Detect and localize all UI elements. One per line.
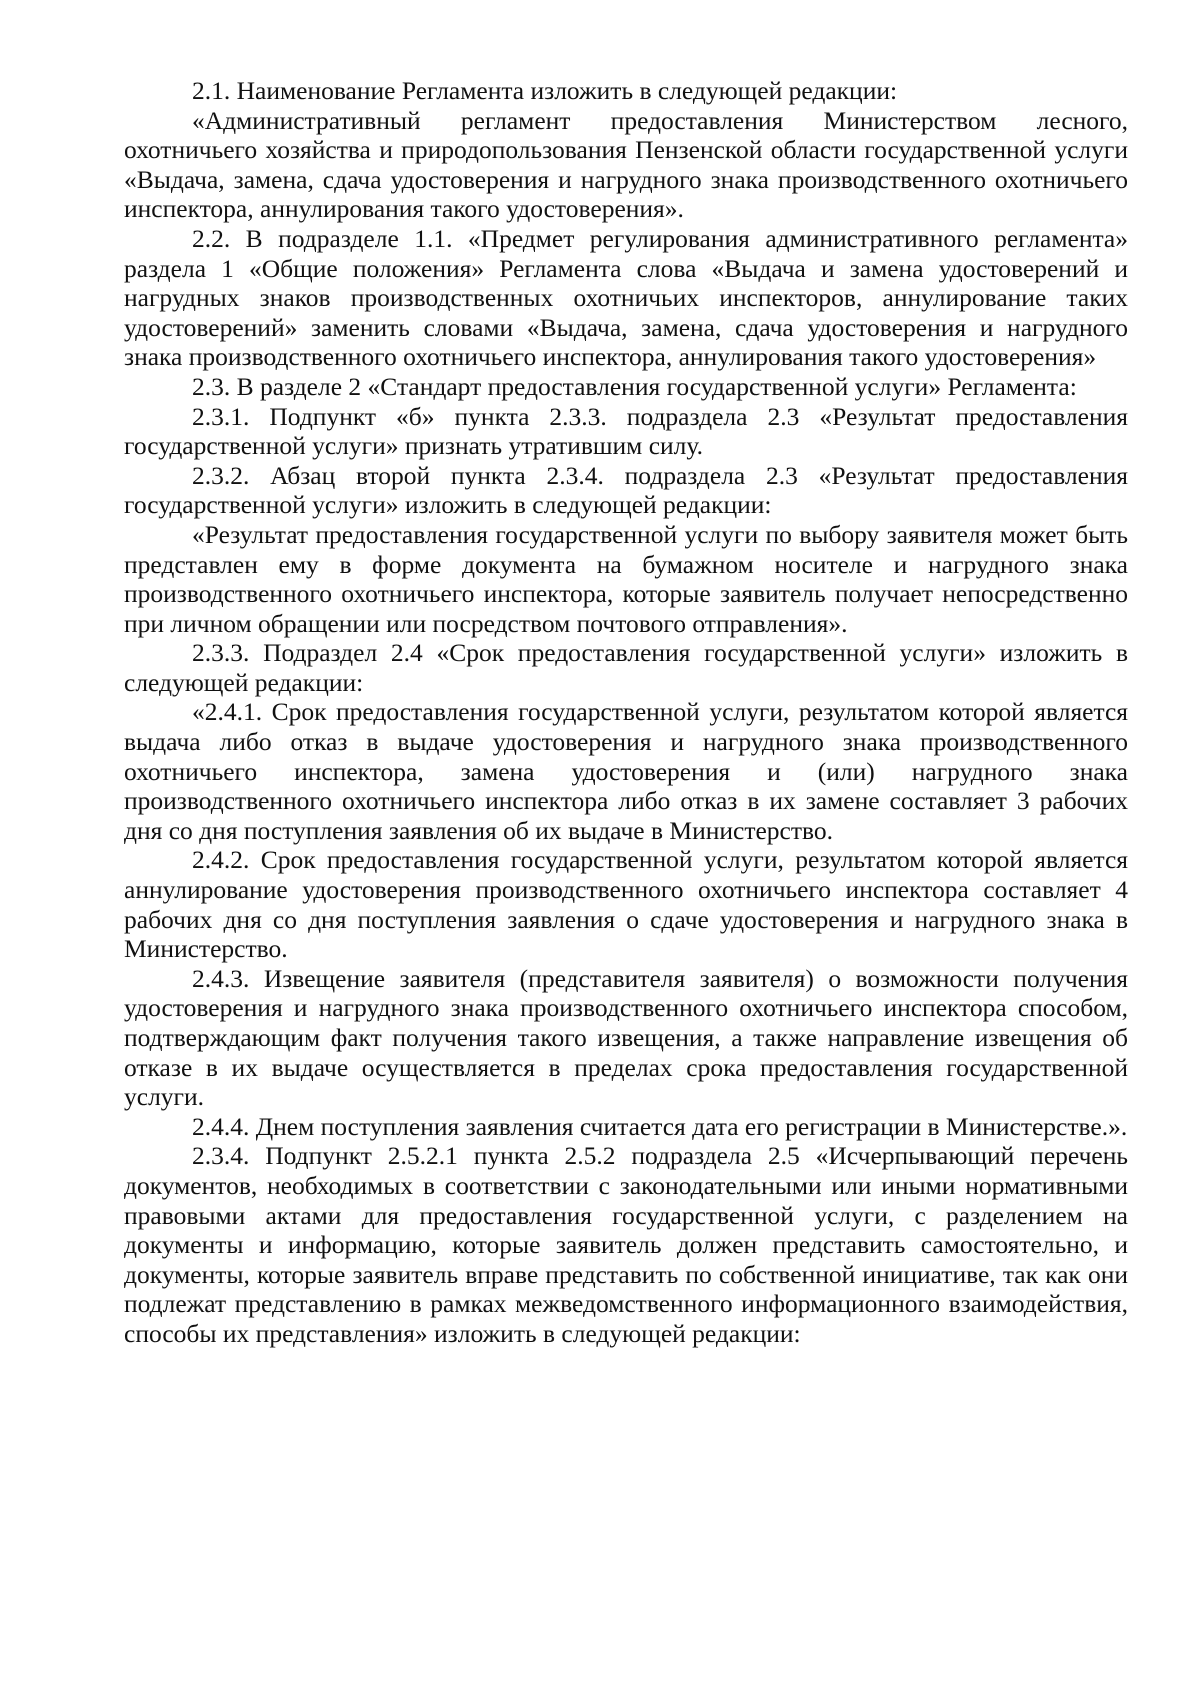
- paragraph-2-3-3: 2.3.3. Подраздел 2.4 «Срок предоставления государственной услуги» изложить в следующей редакции:: [124, 638, 1128, 697]
- paragraph-2-3-1: 2.3.1. Подпункт «б» пункта 2.3.3. подраздела 2.3 «Результат предоставления государственной услуги» признать утратившим силу.: [124, 401, 1128, 461]
- paragraph-2-1: 2.1. Наименование Регламента изложить в следующей редакции:: [192, 76, 898, 105]
- paragraph-result-quote: «Результат предоставления государственной услуги по выбору заявителя может быть представлен ему в форме документа на бумажном носителе и нагрудного знака производственного охотничьего инспектора, которые заявитель получает непосредственно при личном обращении или посредством почтового отправления».: [124, 519, 1128, 638]
- paragraph-2-4-2: 2.4.2. Срок предоставления государственной услуги, результатом которой является аннулирование удостоверения производственного охотничьего инспектора составляет 4 рабочих дня со дня поступления заявления о сдаче удостоверения и нагрудного знака в Министерство.: [124, 845, 1128, 964]
- paragraph-2-3-4: 2.3.4. Подпункт 2.5.2.1 пункта 2.5.2 подраздела 2.5 «Исчерпывающий перечень документов, необходимых в соответствии с законодательными или иными нормативными правовыми актами для предоставления государственной услуги, с разделением на документы и информацию, которые заявитель должен представить самостоятельно, и документы, которые заявитель вправе представить по собственной инициативе, так как они подлежат представлению в рамках межведомственного информационного взаимодействия, способы их представления» изложить в следующей редакции:: [124, 1141, 1128, 1348]
- paragraph-2-4-3: 2.4.3. Извещение заявителя (представителя заявителя) о возможности получения удостоверения и нагрудного знака производственного охотничьего инспектора способом, подтверждающим факт получения такого извещения, а также направление извещения об отказе в их выдаче осуществляется в пределах срока предоставления государственной услуги.: [124, 963, 1128, 1112]
- paragraph-2-3-2: 2.3.2. Абзац второй пункта 2.3.4. подраздела 2.3 «Результат предоставления государственной услуги» изложить в следующей редакции:: [124, 460, 1128, 520]
- paragraph-2-2: 2.2. В подразделе 1.1. «Предмет регулирования административного регламента» раздела 1 «Общие положения» Регламента слова «Выдача и замена удостоверений и нагрудных знаков производственных охотничьих инспекторов, аннулирование таких удостоверений» заменить словами «Выдача, замена, сдача удостоверения и нагрудного знака производственного охотничьего инспектора, аннулирования такого удостоверения»: [124, 223, 1128, 372]
- document-page: [124, 76, 1128, 1349]
- paragraph-regulation-title: «Административный регламент предоставления Министерством лесного, охотничьего хозяйства и природопользования Пензенской области государственной услуги «Выдача, замена, сдача удостоверения и нагрудного знака производственного охотничьего инспектора, аннулирования такого удостоверения».: [124, 105, 1128, 224]
- paragraph-2-4-4: 2.4.4. Днем поступления заявления считается дата его регистрации в Министерстве.».: [192, 1111, 1128, 1141]
- paragraph-2-4-1: «2.4.1. Срок предоставления государственной услуги, результатом которой является выдача либо отказ в выдаче удостоверения и нагрудного знака производственного охотничьего инспектора, замена удостоверения и (или) нагрудного знака производственного охотничьего инспектора либо отказ в их замене составляет 3 рабочих дня со дня поступления заявления об их выдаче в Министерство.: [124, 697, 1128, 845]
- paragraph-2-3: 2.3. В разделе 2 «Стандарт предоставления государственной услуги» Регламента:: [192, 371, 1077, 401]
